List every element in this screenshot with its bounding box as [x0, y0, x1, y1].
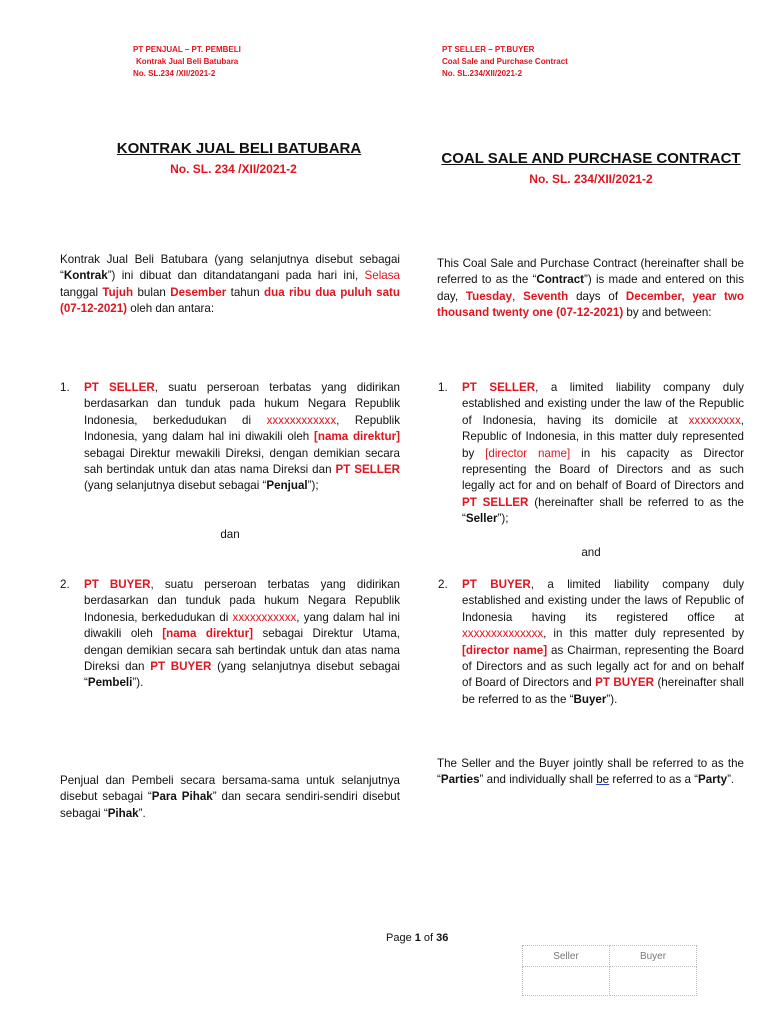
intro-right: This Coal Sale and Purchase Contract (hereinafter shall be referred to as the “Contract”) is made and entered on this day, Tuesday, Seventh days of December, year two thousand twenty one (07-12-2021) by and between: [437, 257, 745, 320]
page-number: Page 1 of 36 [386, 932, 449, 944]
header-left-line2: Kontrak Jual Beli Batubara [136, 57, 239, 66]
header-left-line3: No. SL.234 /XII/2021-2 [133, 69, 216, 78]
header-left [133, 44, 241, 80]
header-right-line1: PT SELLER – PT.BUYER [442, 45, 535, 54]
and-right: and [581, 546, 601, 559]
title-left [60, 140, 418, 158]
party-1-left: 1. PT SELLER, suatu perseroan terbatas yang didirikan berdasarkan dan tunduk pada hukum Negara Republik Indonesia, berkedudukan di xxxxxxxxxxxx, Republik Indonesia, yang dalam hal ini diwakili oleh [nama direktur] sebagai Direktur mewakili Direksi, dengan demikian secara sah bertindak untuk dan atas nama Direksi dan PT SELLER (yang selanjutnya disebut sebagai “Penjual”); [60, 381, 400, 493]
signature-seller-box [523, 967, 610, 996]
title-right-text: COAL SALE AND PURCHASE CONTRACT [441, 150, 741, 167]
signature-buyer-label: Buyer [610, 946, 697, 967]
signature-seller-label: Seller [523, 946, 610, 967]
and-left: dan [220, 528, 240, 541]
title-right [437, 150, 745, 168]
header-right-line3: No. SL.234/XII/2021-2 [442, 69, 523, 78]
party-2-left: 2. PT BUYER, suatu perseroan terbatas yang didirikan berdasarkan dan tunduk pada hukum Negara Republik Indonesia, berkedudukan di xxxxxxxxxxx, yang dalam hal ini diwakili oleh [nama direktur] sebagai Direktur Utama, dengan demikian secara sah bertindak untuk dan atas nama Direksi dan PT BUYER (yang selanjutnya disebut sebagai “Pembeli”). [60, 578, 400, 690]
intro-left: Kontrak Jual Beli Batubara (yang selanjutnya disebut sebagai “Kontrak”) ini dibuat dan ditandatangani pada hari ini, Selasa tanggal Tujuh bulan Desember tahun dua ribu dua puluh satu (07-12-2021) oleh dan antara: [60, 253, 400, 316]
parties-left: Penjual dan Pembeli secara bersama-sama untuk selanjutnya disebut sebagai “Para Pihak” dan secara sendiri-sendiri disebut sebagai “Pihak”. [60, 774, 400, 820]
number-left: No. SL. 234 /XII/2021-2 [170, 162, 297, 176]
number-right: No. SL. 234/XII/2021-2 [529, 172, 653, 186]
signature-buyer-box [610, 967, 697, 996]
party-1-right: 1. PT SELLER, a limited liability company duly established and existing under the law of the Republic of Indonesia, having its domicile at xxxxxxxxx, Republic of Indonesia, in this matter duly represented by [director name] in his capacity as Director representing the Board of Directors and as such legally act for and on behalf of Board of Directors and PT SELLER (hereinafter shall be referred to as the “Seller”); [438, 381, 745, 526]
header-left-line1: PT PENJUAL – PT. PEMBELI [133, 45, 241, 54]
header-right-line2: Coal Sale and Purchase Contract [442, 57, 568, 66]
party-2-right: 2. PT BUYER, a limited liability company duly established and existing under the laws of Republic of Indonesia having its registered office at xxxxxxxxxxxxxx, in this matter duly represented by [director name] as Chairman, representing the Board of Directors and as such legally act for and on behalf of Board of Directors and PT BUYER (hereinafter shall be referred to as the “Buyer”). [438, 578, 745, 706]
signature-table [522, 945, 697, 996]
parties-right: The Seller and the Buyer jointly shall be referred to as the “Parties” and individually shall be referred to as a “Party”. [437, 757, 744, 787]
header-right [442, 44, 568, 80]
title-left-text: KONTRAK JUAL BELI BATUBARA [116, 140, 362, 157]
